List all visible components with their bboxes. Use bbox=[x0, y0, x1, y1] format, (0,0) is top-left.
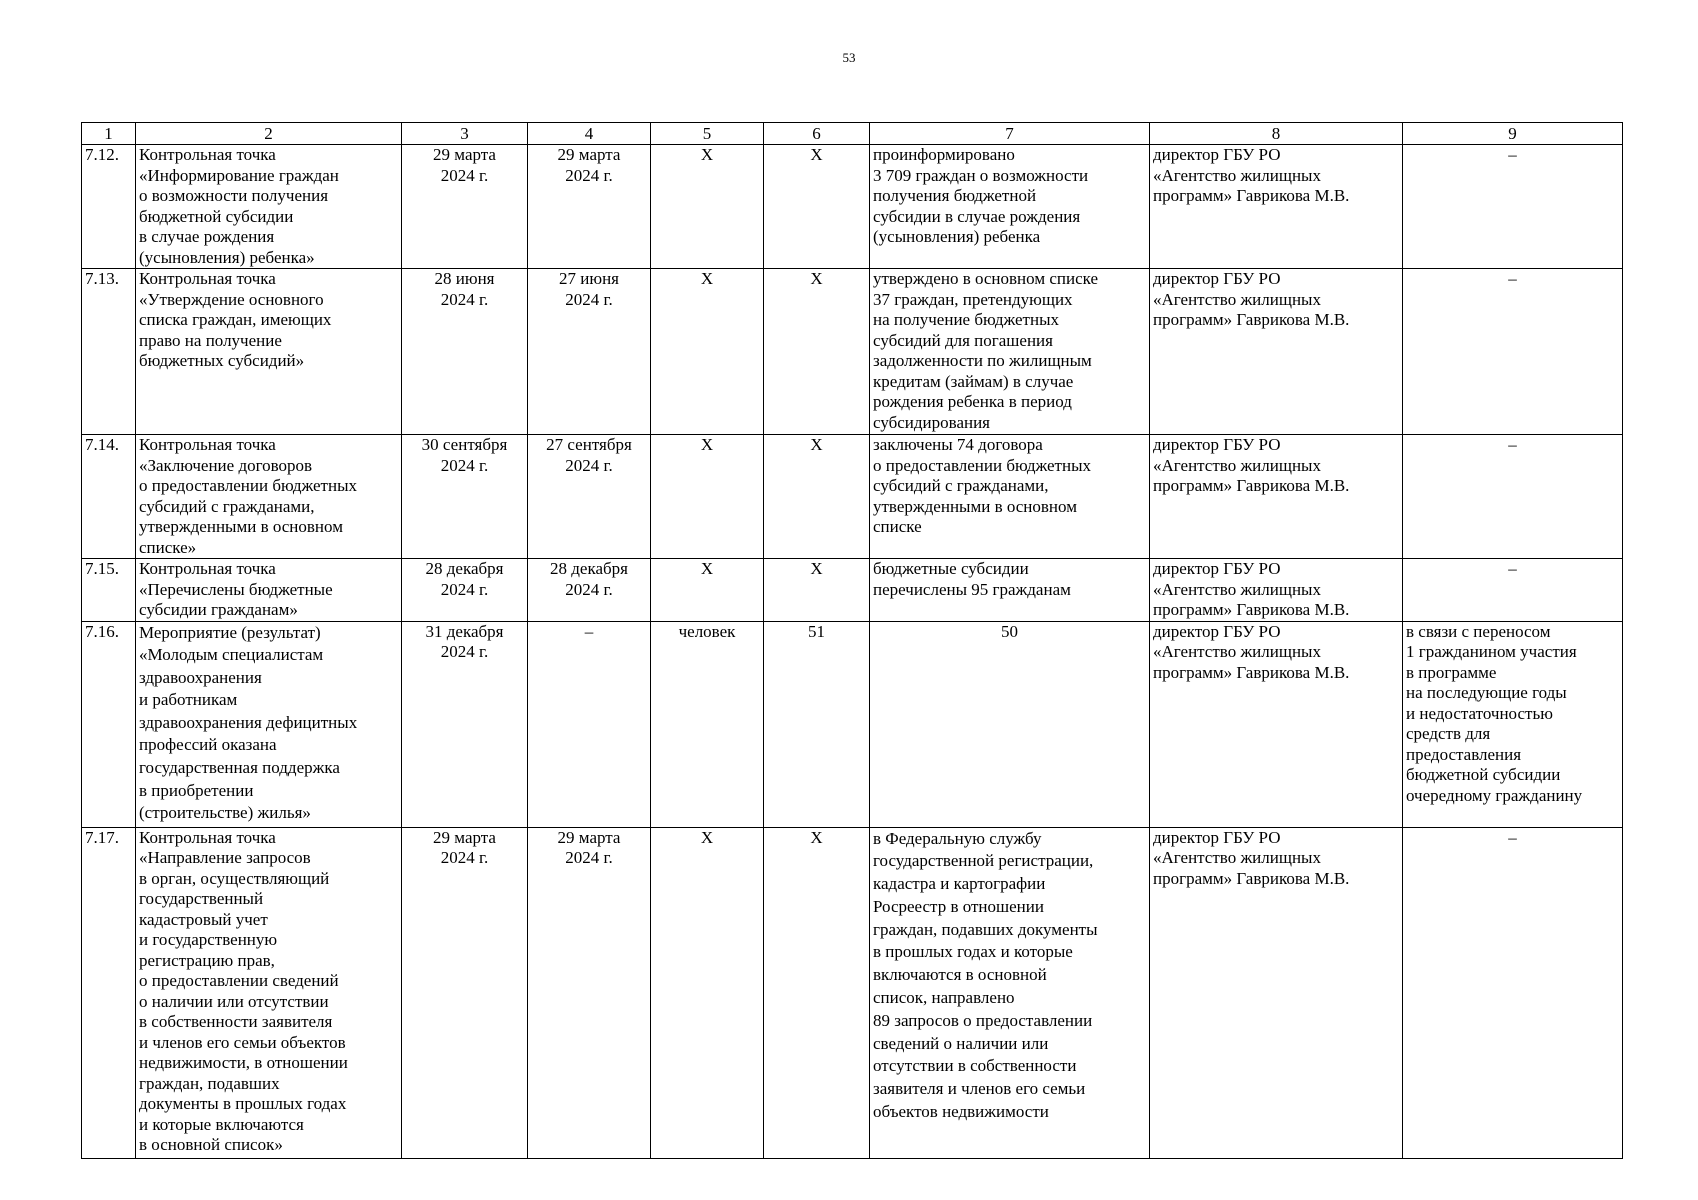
header-cell: 8 bbox=[1150, 123, 1403, 145]
header-cell: 9 bbox=[1403, 123, 1623, 145]
responsible-person: директор ГБУ РО «Агентство жилищных программ» Гаврикова М.В. bbox=[1150, 269, 1403, 435]
note-cell: – bbox=[1403, 559, 1623, 622]
unit-cell: X bbox=[651, 269, 764, 435]
planned-date: 30 сентября 2024 г. bbox=[402, 435, 528, 559]
plan-value: X bbox=[764, 827, 870, 1158]
actual-date: 27 сентября 2024 г. bbox=[528, 435, 651, 559]
result-description: проинформировано 3 709 граждан о возможности получения бюджетной субсидии в случае рождения (усыновления) ребенка bbox=[870, 145, 1150, 269]
table-row bbox=[82, 145, 1623, 269]
actual-date: 29 марта 2024 г. bbox=[528, 145, 651, 269]
row-title: Контрольная точка «Перечислены бюджетные субсидии гражданам» bbox=[136, 559, 402, 622]
row-title: Контрольная точка «Направление запросов в орган, осуществляющий государственный кадастровый учет и государственную регистрацию прав, о предоставлении сведений о наличии или отсутствии в собственности заявителя и членов его семьи объектов недвижимости, в отношении граждан, подавших документы в прошлых годах и которые включаются в основной список» bbox=[136, 827, 402, 1158]
result-description: 50 bbox=[870, 621, 1150, 827]
result-description: утверждено в основном списке 37 граждан, претендующих на получение бюджетных субсидий для погашения задолженности по жилищным кредитам (займам) в случае рождения ребенка в период субсидирования bbox=[870, 269, 1150, 435]
result-description: заключены 74 договора о предоставлении бюджетных субсидий с гражданами, утвержденными в основном списке bbox=[870, 435, 1150, 559]
header-cell: 3 bbox=[402, 123, 528, 145]
responsible-person: директор ГБУ РО «Агентство жилищных программ» Гаврикова М.В. bbox=[1150, 435, 1403, 559]
note-cell: – bbox=[1403, 827, 1623, 1158]
note-cell: – bbox=[1403, 145, 1623, 269]
actual-date: 29 марта 2024 г. bbox=[528, 827, 651, 1158]
planned-date: 31 декабря 2024 г. bbox=[402, 621, 528, 827]
table-row bbox=[82, 559, 1623, 622]
unit-cell: X bbox=[651, 435, 764, 559]
table-row bbox=[82, 269, 1623, 435]
responsible-person: директор ГБУ РО «Агентство жилищных программ» Гаврикова М.В. bbox=[1150, 827, 1403, 1158]
table-row bbox=[82, 435, 1623, 559]
header-cell: 1 bbox=[82, 123, 136, 145]
responsible-person: директор ГБУ РО «Агентство жилищных программ» Гаврикова М.В. bbox=[1150, 621, 1403, 827]
unit-cell: X bbox=[651, 145, 764, 269]
planned-date: 29 марта 2024 г. bbox=[402, 827, 528, 1158]
row-number: 7.16. bbox=[82, 621, 136, 827]
header-cell: 2 bbox=[136, 123, 402, 145]
header-cell: 6 bbox=[764, 123, 870, 145]
header-cell: 4 bbox=[528, 123, 651, 145]
plan-value: 51 bbox=[764, 621, 870, 827]
row-number: 7.12. bbox=[82, 145, 136, 269]
row-title: Контрольная точка «Утверждение основного списка граждан, имеющих право на получение бюджетных субсидий» bbox=[136, 269, 402, 435]
header-cell: 7 bbox=[870, 123, 1150, 145]
page-number: 53 bbox=[842, 50, 856, 65]
note-cell: – bbox=[1403, 435, 1623, 559]
unit-cell: X bbox=[651, 827, 764, 1158]
plan-value: X bbox=[764, 145, 870, 269]
planned-date: 28 июня 2024 г. bbox=[402, 269, 528, 435]
row-title: Контрольная точка «Информирование граждан о возможности получения бюджетной субсидии в случае рождения (усыновления) ребенка» bbox=[136, 145, 402, 269]
unit-cell: X bbox=[651, 559, 764, 622]
result-description: в Федеральную службу государственной регистрации, кадастра и картографии Росреестр в отношении граждан, подавших документы в прошлых годах и которые включаются в основной список, направлено 89 запросов о предоставлении сведений о наличии или отсутствии в собственности заявителя и членов его семьи объектов недвижимости bbox=[870, 827, 1150, 1158]
table-row bbox=[82, 621, 1623, 827]
row-number: 7.13. bbox=[82, 269, 136, 435]
row-title: Контрольная точка «Заключение договоров о предоставлении бюджетных субсидий с гражданами, утвержденными в основном списке» bbox=[136, 435, 402, 559]
row-title: Мероприятие (результат) «Молодым специалистам здравоохранения и работникам здравоохранения дефицитных профессий оказана государственная поддержка в приобретении (строительстве) жилья» bbox=[136, 621, 402, 827]
row-number: 7.14. bbox=[82, 435, 136, 559]
plan-value: X bbox=[764, 559, 870, 622]
unit-cell: человек bbox=[651, 621, 764, 827]
note-cell: в связи с переносом 1 гражданином участия в программе на последующие годы и недостаточностью средств для предоставления бюджетной субсидии очередному гражданину bbox=[1403, 621, 1623, 827]
report-table bbox=[81, 122, 1623, 1159]
responsible-person: директор ГБУ РО «Агентство жилищных программ» Гаврикова М.В. bbox=[1150, 559, 1403, 622]
responsible-person: директор ГБУ РО «Агентство жилищных программ» Гаврикова М.В. bbox=[1150, 145, 1403, 269]
actual-date: – bbox=[528, 621, 651, 827]
table-row bbox=[82, 827, 1623, 1158]
actual-date: 27 июня 2024 г. bbox=[528, 269, 651, 435]
header-cell: 5 bbox=[651, 123, 764, 145]
plan-value: X bbox=[764, 435, 870, 559]
header-row bbox=[82, 123, 1623, 145]
plan-value: X bbox=[764, 269, 870, 435]
planned-date: 28 декабря 2024 г. bbox=[402, 559, 528, 622]
note-cell: – bbox=[1403, 269, 1623, 435]
actual-date: 28 декабря 2024 г. bbox=[528, 559, 651, 622]
result-description: бюджетные субсидии перечислены 95 гражданам bbox=[870, 559, 1150, 622]
row-number: 7.17. bbox=[82, 827, 136, 1158]
row-number: 7.15. bbox=[82, 559, 136, 622]
planned-date: 29 марта 2024 г. bbox=[402, 145, 528, 269]
